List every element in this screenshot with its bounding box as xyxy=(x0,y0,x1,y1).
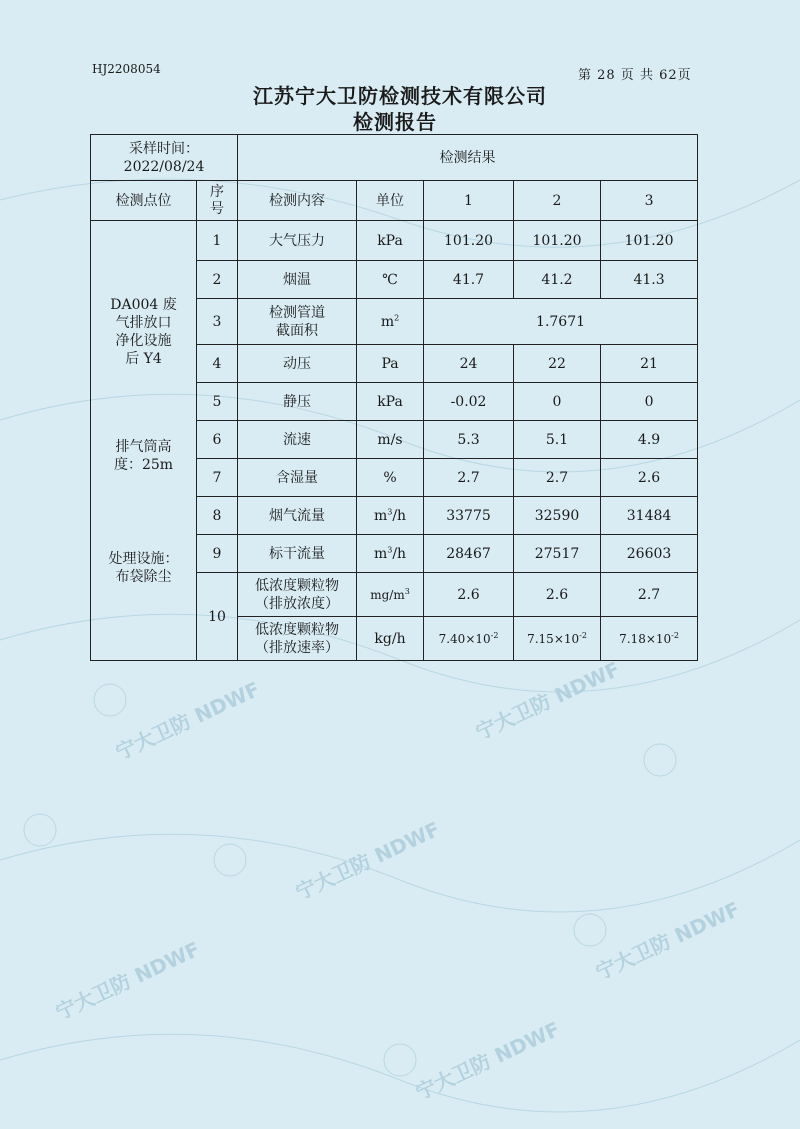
table-row-value-1: 5.3 xyxy=(424,421,514,459)
page-number: 第 28 页 共 62页 xyxy=(578,68,692,83)
table-row-value-1: 2.7 xyxy=(424,459,514,497)
table-row-content xyxy=(238,573,357,617)
table-row-value-1: 101.20 xyxy=(424,221,514,261)
height-line-1: 排气筒高 xyxy=(115,438,172,455)
header-seq xyxy=(197,181,238,221)
value-base: 7.40×10 xyxy=(438,631,491,646)
table-row-value-1: -0.02 xyxy=(424,383,514,421)
value-exp: -2 xyxy=(671,630,679,640)
table-row-unit: % xyxy=(357,459,424,497)
table-row-unit: kPa xyxy=(357,383,424,421)
unit-tail: /h xyxy=(392,545,407,562)
table-row-value-3: 2.6 xyxy=(601,459,698,497)
table-row-value-3: 26603 xyxy=(601,535,698,573)
header-point: 检测点位 xyxy=(91,181,197,221)
watermark-text-1: 宁大卫防 NDWF xyxy=(111,676,264,765)
table-row-value-3: 21 xyxy=(601,345,698,383)
stack-height xyxy=(91,438,196,474)
table-row-unit xyxy=(357,299,424,345)
report-title: 检测报告 xyxy=(353,110,437,134)
table-row-unit xyxy=(357,573,424,617)
content-line-1: 低浓度颗粒物 xyxy=(255,577,340,594)
table-row-value-3: 2.7 xyxy=(601,573,698,617)
watermark-text-3: 宁大卫防 NDWF xyxy=(291,816,444,905)
table-row-unit xyxy=(357,535,424,573)
table-row-seq: 4 xyxy=(197,345,238,383)
unit-base: m xyxy=(373,507,388,524)
point-line-3: 净化设施 xyxy=(115,332,172,349)
table-row-unit: Pa xyxy=(357,345,424,383)
value-exp: -2 xyxy=(579,630,587,640)
table-row-value-2: 27517 xyxy=(514,535,601,573)
table-row-seq: 7 xyxy=(197,459,238,497)
unit-base: mg/m xyxy=(370,587,405,602)
table-row-seq: 8 xyxy=(197,497,238,535)
table-row-value-1: 41.7 xyxy=(424,261,514,299)
unit-sup: 3 xyxy=(404,586,410,596)
table-row-value-1: 2.6 xyxy=(424,573,514,617)
treatment-facility xyxy=(91,550,196,586)
value-exp: -2 xyxy=(490,630,499,640)
point-line-1: DA004 废 xyxy=(110,296,177,313)
sample-date: 2022/08/24 xyxy=(123,158,205,175)
table-row-value-merged: 1.7671 xyxy=(424,299,698,345)
table-row-seq: 9 xyxy=(197,535,238,573)
table-row-value-2: 22 xyxy=(514,345,601,383)
table-row-value-2: 32590 xyxy=(514,497,601,535)
table-row-content xyxy=(238,617,357,661)
table-row-content: 烟温 xyxy=(238,261,357,299)
table-row-seq: 3 xyxy=(197,299,238,345)
table-row-content: 大气压力 xyxy=(238,221,357,261)
table-row-content: 烟气流量 xyxy=(238,497,357,535)
header-result-3: 3 xyxy=(601,181,698,221)
unit-tail: /h xyxy=(392,507,407,524)
unit-base: m xyxy=(373,545,388,562)
watermark-text-5: 宁大卫防 NDWF xyxy=(51,936,204,1025)
header-unit: 单位 xyxy=(357,181,424,221)
table-row-seq: 1 xyxy=(197,221,238,261)
table-row-content: 动压 xyxy=(238,345,357,383)
table-row-value-3: 4.9 xyxy=(601,421,698,459)
point-info-cell xyxy=(91,221,197,661)
document-id: HJ2208054 xyxy=(92,62,161,76)
table-row-content: 流速 xyxy=(238,421,357,459)
content-line-2: （排放浓度） xyxy=(255,595,340,612)
unit-sup: 2 xyxy=(394,312,400,322)
content-line-1: 检测管道 xyxy=(269,304,326,321)
sample-time-cell xyxy=(91,135,238,181)
facility-line-1: 处理设施： xyxy=(108,550,179,567)
header-result-1: 1 xyxy=(424,181,514,221)
table-row-seq: 10 xyxy=(197,573,238,661)
unit-sup: 3 xyxy=(387,544,393,554)
table-row-value-3: 0 xyxy=(601,383,698,421)
table-row-value-2: 5.1 xyxy=(514,421,601,459)
table-row-value-1: 24 xyxy=(424,345,514,383)
table-row-unit: kg/h xyxy=(357,617,424,661)
table-row-content: 标干流量 xyxy=(238,535,357,573)
header-result-2: 2 xyxy=(514,181,601,221)
content-line-2: （排放速率） xyxy=(255,639,340,656)
table-row-value-2: 2.6 xyxy=(514,573,601,617)
table-row-seq: 6 xyxy=(197,421,238,459)
height-line-2: 度：25m xyxy=(113,456,174,473)
table-row-unit xyxy=(357,497,424,535)
table-row-value-1: 28467 xyxy=(424,535,514,573)
table-row-value-3: 41.3 xyxy=(601,261,698,299)
table-row-value-1: 33775 xyxy=(424,497,514,535)
table-row-value-2: 101.20 xyxy=(514,221,601,261)
table-row-unit: ℃ xyxy=(357,261,424,299)
table-row-value-2: 2.7 xyxy=(514,459,601,497)
table-row-value-3: 101.20 xyxy=(601,221,698,261)
results-table xyxy=(90,134,698,661)
table-row-content: 静压 xyxy=(238,383,357,421)
point-line-4: 后 Y4 xyxy=(125,350,162,367)
content-line-1: 低浓度颗粒物 xyxy=(255,621,340,638)
table-row-value-3: 31484 xyxy=(601,497,698,535)
table-row-seq: 5 xyxy=(197,383,238,421)
unit-sup: 3 xyxy=(387,506,393,516)
watermark-text-2: 宁大卫防 NDWF xyxy=(471,656,624,745)
sample-time-label: 采样时间： xyxy=(129,140,199,157)
table-row-unit: m/s xyxy=(357,421,424,459)
unit-base: m xyxy=(380,313,395,330)
table-row-seq: 2 xyxy=(197,261,238,299)
table-row-value-2: 0 xyxy=(514,383,601,421)
table-row-content xyxy=(238,299,357,345)
value-base: 7.15×10 xyxy=(527,631,580,646)
table-row-unit: kPa xyxy=(357,221,424,261)
table-row-value-1 xyxy=(424,617,514,661)
header-seq-text: 序号 xyxy=(210,183,224,217)
table-row-value-2: 41.2 xyxy=(514,261,601,299)
content-line-2: 截面积 xyxy=(276,322,319,339)
table-row-content: 含湿量 xyxy=(238,459,357,497)
results-header: 检测结果 xyxy=(238,135,698,181)
point-name xyxy=(91,296,196,368)
table-row-value-2 xyxy=(514,617,601,661)
table-row-value-3 xyxy=(601,617,698,661)
facility-line-2: 布袋除尘 xyxy=(115,568,172,585)
point-line-2: 气排放口 xyxy=(115,314,172,331)
value-base: 7.18×10 xyxy=(619,631,672,646)
watermark-text-6: 宁大卫防 NDWF xyxy=(411,1016,564,1105)
header-content: 检测内容 xyxy=(238,181,357,221)
company-name: 江苏宁大卫防检测技术有限公司 xyxy=(253,84,547,108)
watermark-text-4: 宁大卫防 NDWF xyxy=(591,896,744,985)
